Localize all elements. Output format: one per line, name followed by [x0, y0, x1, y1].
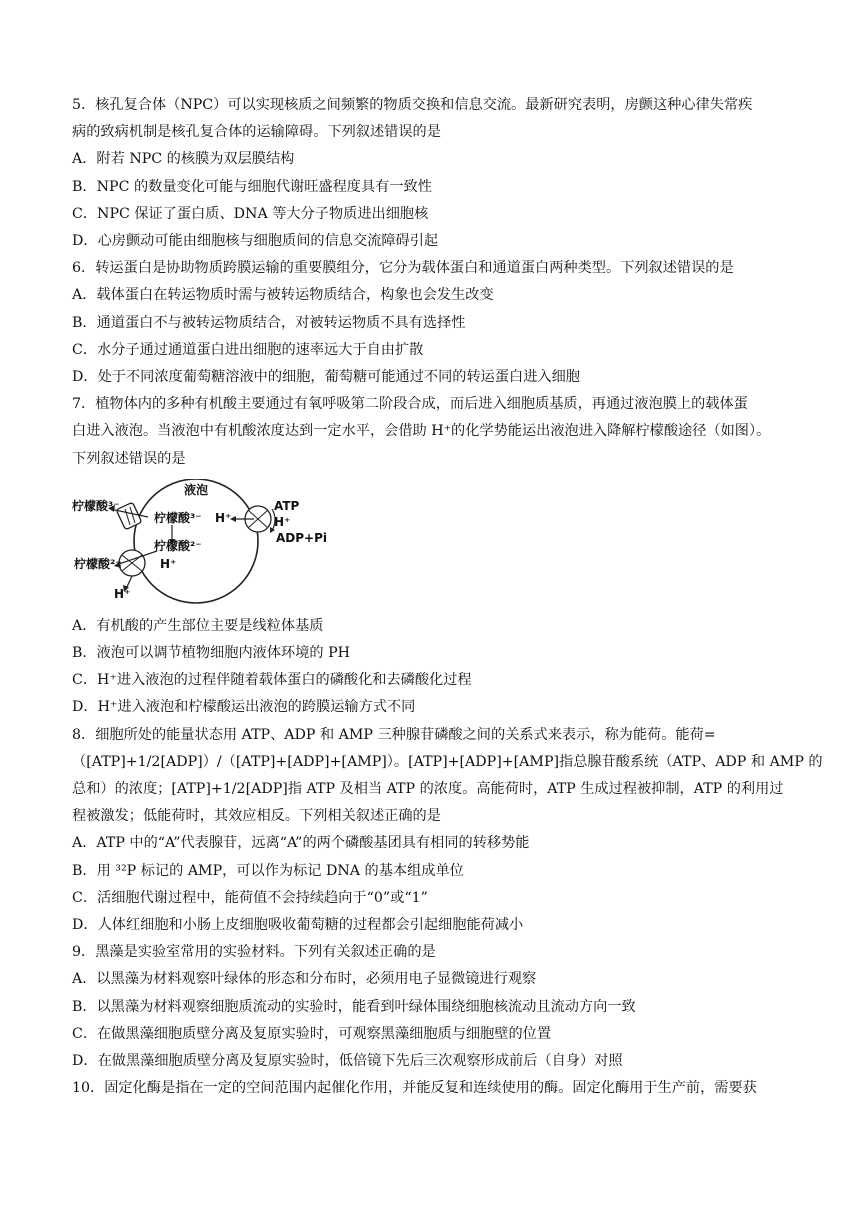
q8-option-a: A．ATP 中的“A”代表腺苷，远离“A”的两个磷酸基团具有相同的转移势能: [72, 835, 530, 852]
q9-option-c: C．在做黑藻细胞质壁分离及复原实验时，可观察黑藻细胞质与细胞壁的位置: [72, 1025, 552, 1042]
vacuole-transport-figure: [72, 479, 342, 607]
exam-page: [72, 92, 823, 1103]
q7-option-b: B．液泡可以调节植物细胞内液体环境的 PH: [72, 645, 351, 662]
citrate3-outside-label: 柠檬酸³⁻: [72, 498, 120, 513]
citrate3-inside-label: 柠檬酸³⁻: [154, 510, 202, 525]
q6-option-a: A．载体蛋白在转运物质时需与被转运物质结合，构象也会发生改变: [72, 287, 494, 304]
q8-stem-line-4: 程被激发；低能荷时，其效应相反。下列相关叙述正确的是: [72, 808, 441, 825]
q5-option-c: C．NPC 保证了蛋白质、DNA 等大分子物质进出细胞核: [72, 205, 429, 222]
q6-stem: 6．转运蛋白是协助物质跨膜运输的重要膜组分，它分为载体蛋白和通道蛋白两种类型。下列叙述错误的是: [72, 260, 734, 277]
q9-option-b: B．以黑藻为材料观察细胞质流动的实验时，能看到叶绿体围绕细胞核流动且流动方向一致: [72, 998, 636, 1015]
q6-option-d: D．处于不同浓度葡萄糖溶液中的细胞，葡萄糖可能通过不同的转运蛋白进入细胞: [72, 369, 580, 386]
q9-option-a: A．以黑藻为材料观察叶绿体的形态和分布时，必须用电子显微镜进行观察: [72, 971, 537, 988]
citrate-carrier-top: [116, 502, 142, 530]
q8-stem-line-2: （[ATP]+1/2[ADP]）/（[ATP]+[ADP]+[AMP]）。[ATP]+[ADP]+[AMP]指总腺苷酸系统（ATP、ADP 和 AMP 的: [72, 753, 823, 770]
citrate2-outside-label: 柠檬酸²⁻: [74, 556, 122, 571]
q6-option-c: C．水分子通过通道蛋白进出细胞的速率远大于自由扩散: [72, 341, 424, 358]
q5-option-d: D．心房颤动可能由细胞核与细胞质间的信息交流障碍引起: [72, 233, 439, 250]
q7-option-c: C．H⁺进入液泡的过程伴随着载体蛋白的磷酸化和去磷酸化过程: [72, 672, 472, 689]
q9-stem: 9．黑藻是实验室常用的实验材料。下列有关叙述正确的是: [72, 944, 436, 961]
vacuole-label: 液泡: [184, 482, 209, 497]
q8-option-b: B．用 ³²P 标记的 AMP，可以作为标记 DNA 的基本组成单位: [72, 862, 464, 879]
h-pump-label: H⁺: [274, 514, 291, 529]
q7-option-a: A．有机酸的产生部位主要是线粒体基质: [72, 617, 324, 634]
q5-option-a: A．附若 NPC 的核膜为双层膜结构: [72, 151, 295, 168]
q8-option-d: D．人体红细胞和小肠上皮细胞吸收葡萄糖的过程都会引起细胞能荷减小: [72, 917, 524, 934]
q5-option-b: B．NPC 的数量变化可能与细胞代谢旺盛程度具有一致性: [72, 178, 432, 195]
q7-option-d: D．H⁺进入液泡和柠檬酸运出液泡的跨膜运输方式不同: [72, 699, 416, 716]
h-left-label: H⁺: [215, 510, 232, 525]
q5-stem-line-1: 5．核孔复合体（NPC）可以实现核质之间频繁的物质交换和信息交流。最新研究表明，房颤这种心律失常疾: [72, 97, 753, 113]
q5-stem-line-2: 病的致病机制是核孔复合体的运输障碍。下列叙述错误的是: [72, 124, 441, 141]
h-bottom-label: H⁺: [114, 586, 131, 601]
q10-stem-line-1: 10．固定化酶是指在一定的空间范围内起催化作用，并能反复和连续使用的酶。固定化酶用于生产前，需要获: [72, 1080, 757, 1097]
q6-option-b: B．通道蛋白不与被转运物质结合，对被转运物质不具有选择性: [72, 314, 466, 331]
q7-stem-line-2: 白进入液泡。当液泡中有机酸浓度达到一定水平，会借助 H⁺的化学势能运出液泡进入降解柠檬酸途径（如图）。: [72, 423, 771, 440]
q8-option-c: C．活细胞代谢过程中，能荷值不会持续趋向于“0”或“1”: [72, 889, 428, 906]
q7-stem-line-3: 下列叙述错误的是: [72, 450, 186, 467]
q9-option-d: D．在做黑藻细胞质壁分离及复原实验时，低倍镜下先后三次观察形成前后（自身）对照: [72, 1053, 623, 1070]
q7-stem-line-1: 7．植物体内的多种有机酸主要通过有氧呼吸第二阶段合成，而后进入细胞质基质，再通过液泡膜上的载体蛋: [72, 396, 748, 413]
citrate2-inside-label: 柠檬酸²⁻: [154, 538, 202, 553]
q8-stem-line-1: 8．细胞所处的能量状态用 ATP、ADP 和 AMP 三种腺苷磷酸之间的关系式来表示，称为能荷。能荷=: [72, 726, 716, 743]
h-inside-label: H⁺: [160, 556, 177, 571]
atp-label: ATP: [274, 498, 300, 513]
adp-pi-label: ADP+Pi: [276, 530, 328, 545]
q8-stem-line-3: 总和）的浓度；[ATP]+1/2[ADP]指 ATP 及相当 ATP 的浓度。高能荷时，ATP 生成过程被抑制，ATP 的利用过: [72, 781, 784, 798]
